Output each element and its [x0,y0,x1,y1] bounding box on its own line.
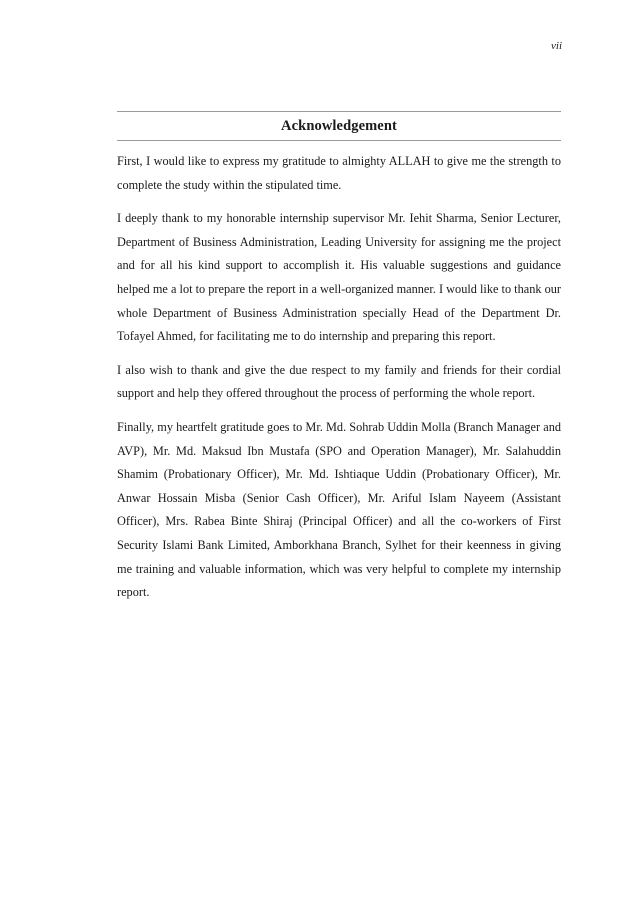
paragraph-opening: First, I would like to express my gratitude to almighty ALLAH to give me the strength to complete the study within the stipulated time. [117,154,561,192]
paragraph-supervisor: I deeply thank to my honorable internship supervisor Mr. Iehit Sharma, Senior Lecturer, Department of Business Administration, Leading University for assigning me the project and for all his kind support to accomplish it. His valuable suggestions and guidance helped me a lot to prepare the report in a well-organized manner. I would like to thank our whole Department of Business Administration specially Head of the Department Dr. Tofayel Ahmed, for facilitating me to do internship and preparing this report. [117,211,561,344]
page-number: vii [551,40,562,52]
heading-bottom-rule [117,140,561,141]
page-title: Acknowledgement [281,118,397,134]
paragraph-family: I also wish to thank and give the due respect to my family and friends for their cordial support and help they offered throughout the process of performing the whole report. [117,362,561,401]
heading-top-rule [117,111,561,112]
acknowledgement-section [117,111,561,615]
paragraph-bank-staff: Finally, my heartfelt gratitude goes to Mr. Md. Sohrab Uddin Molla (Branch Manager and AVP), Mr. Md. Maksud Ibn Mustafa (SPO and Operation Manager), Mr. Salahuddin Shamim (Probationary Officer), Mr. Md. Ishtiaque Uddin (Probationary Officer), Mr. Anwar Hossain Misba (Senior Cash Officer), Mr. Ariful Islam Nayeem (Assistant Officer), Mrs. Rabea Binte Shiraj (Principal Officer) and all the co-workers of First Security Islami Bank Limited, Amborkhana Branch, Sylhet for their keenness in giving me training and valuable information, which was very helpful to complete my internship report. [117,419,561,600]
acknowledgement-body [117,150,561,605]
